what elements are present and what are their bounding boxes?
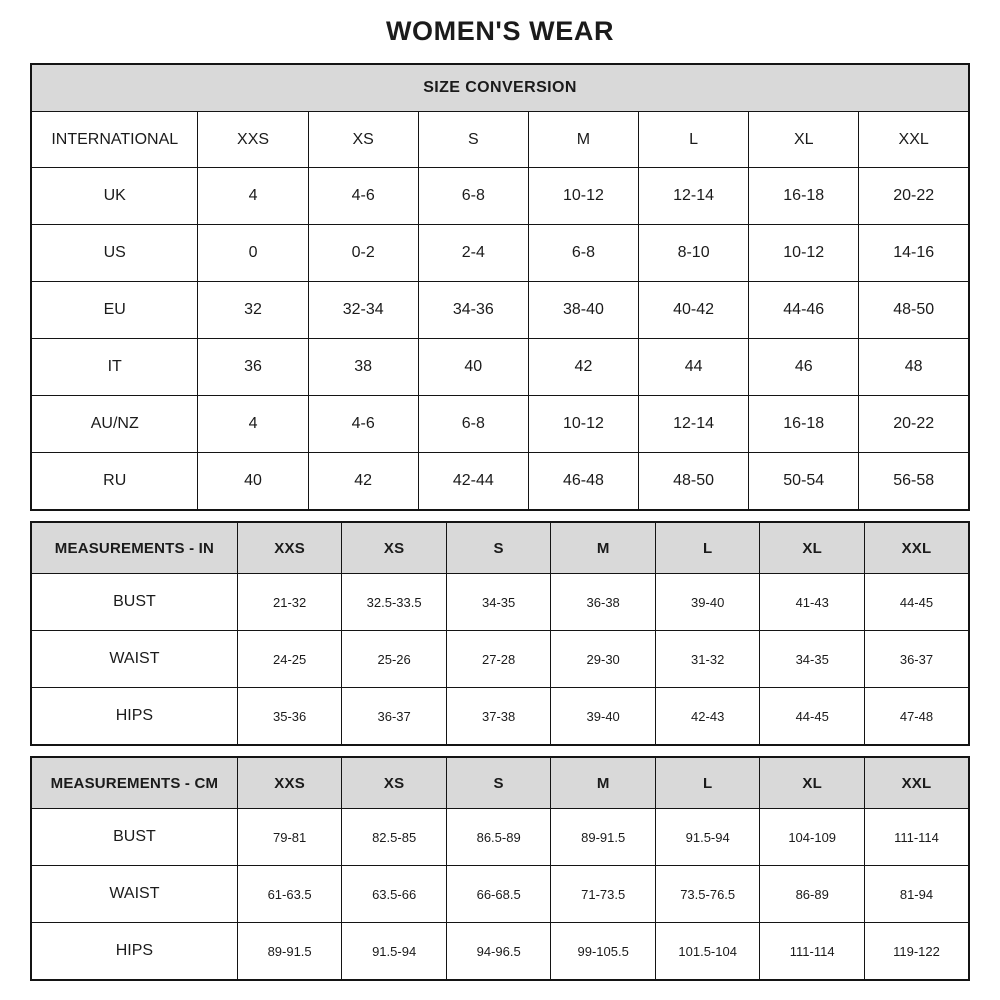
measurements-in-title: MEASUREMENTS - IN	[31, 522, 237, 574]
measurement-value-cell: 39-40	[655, 574, 760, 631]
size-value-cell: 38-40	[528, 282, 638, 339]
size-value-cell: 44-46	[749, 282, 859, 339]
measurement-value-cell: 89-91.5	[551, 809, 656, 866]
size-header-cell: L	[655, 757, 760, 809]
size-header-cell: L	[655, 522, 760, 574]
measurements-in-header-row	[31, 522, 969, 574]
size-header-cell: XXL	[864, 522, 969, 574]
size-system-header-cell: XXL	[859, 112, 969, 168]
size-value-cell: 12-14	[639, 396, 749, 453]
size-value-cell: 12-14	[639, 168, 749, 225]
region-label-cell: IT	[31, 339, 198, 396]
size-value-cell: 34-36	[418, 282, 528, 339]
measurement-value-cell: 73.5-76.5	[655, 866, 760, 923]
size-header-cell: XL	[760, 522, 865, 574]
measurement-value-cell: 66-68.5	[446, 866, 551, 923]
region-label-cell: AU/NZ	[31, 396, 198, 453]
measurement-value-cell: 86.5-89	[446, 809, 551, 866]
size-conversion-row	[31, 225, 969, 282]
measurement-value-cell: 104-109	[760, 809, 865, 866]
size-system-header-cell: L	[639, 112, 749, 168]
measurement-label-cell: BUST	[31, 574, 237, 631]
size-system-header-cell: INTERNATIONAL	[31, 112, 198, 168]
size-value-cell: 38	[308, 339, 418, 396]
measurement-value-cell: 81-94	[864, 866, 969, 923]
size-value-cell: 48	[859, 339, 969, 396]
measurement-label-cell: WAIST	[31, 866, 237, 923]
measurement-value-cell: 61-63.5	[237, 866, 342, 923]
size-value-cell: 20-22	[859, 396, 969, 453]
size-value-cell: 48-50	[639, 453, 749, 511]
size-value-cell: 20-22	[859, 168, 969, 225]
region-label-cell: RU	[31, 453, 198, 511]
size-value-cell: 4-6	[308, 168, 418, 225]
size-value-cell: 42-44	[418, 453, 528, 511]
measurement-value-cell: 29-30	[551, 631, 656, 688]
size-value-cell: 6-8	[418, 396, 528, 453]
size-value-cell: 48-50	[859, 282, 969, 339]
measurement-value-cell: 36-37	[342, 688, 447, 746]
size-header-cell: M	[551, 522, 656, 574]
size-value-cell: 4	[198, 396, 308, 453]
measurement-value-cell: 101.5-104	[655, 923, 760, 981]
measurement-value-cell: 119-122	[864, 923, 969, 981]
size-header-cell: S	[446, 757, 551, 809]
measurement-value-cell: 79-81	[237, 809, 342, 866]
size-value-cell: 32	[198, 282, 308, 339]
measurement-label-cell: WAIST	[31, 631, 237, 688]
measurement-value-cell: 27-28	[446, 631, 551, 688]
size-value-cell: 46	[749, 339, 859, 396]
measurement-value-cell: 44-45	[760, 688, 865, 746]
measurement-row	[31, 923, 969, 981]
size-system-header-cell: XS	[308, 112, 418, 168]
measurement-value-cell: 34-35	[446, 574, 551, 631]
size-header-cell: XXS	[237, 522, 342, 574]
size-value-cell: 40-42	[639, 282, 749, 339]
measurement-label-cell: HIPS	[31, 688, 237, 746]
size-value-cell: 8-10	[639, 225, 749, 282]
size-system-header-cell: XL	[749, 112, 859, 168]
size-conversion-table	[30, 63, 970, 511]
measurement-value-cell: 31-32	[655, 631, 760, 688]
measurement-value-cell: 82.5-85	[342, 809, 447, 866]
size-header-cell: S	[446, 522, 551, 574]
measurement-label-cell: BUST	[31, 809, 237, 866]
measurement-row	[31, 866, 969, 923]
measurement-value-cell: 111-114	[760, 923, 865, 981]
size-system-header-cell: S	[418, 112, 528, 168]
measurement-value-cell: 89-91.5	[237, 923, 342, 981]
measurement-value-cell: 25-26	[342, 631, 447, 688]
size-conversion-band-row	[31, 64, 969, 112]
size-conversion-row	[31, 453, 969, 511]
size-value-cell: 42	[528, 339, 638, 396]
size-header-cell: XL	[760, 757, 865, 809]
measurement-value-cell: 42-43	[655, 688, 760, 746]
measurement-row	[31, 631, 969, 688]
measurement-value-cell: 24-25	[237, 631, 342, 688]
measurement-value-cell: 35-36	[237, 688, 342, 746]
size-value-cell: 6-8	[528, 225, 638, 282]
size-system-header-cell: XXS	[198, 112, 308, 168]
size-value-cell: 0	[198, 225, 308, 282]
size-value-cell: 46-48	[528, 453, 638, 511]
measurement-row	[31, 809, 969, 866]
measurement-label-cell: HIPS	[31, 923, 237, 981]
size-header-cell: XS	[342, 757, 447, 809]
measurement-value-cell: 39-40	[551, 688, 656, 746]
region-label-cell: UK	[31, 168, 198, 225]
size-value-cell: 10-12	[528, 396, 638, 453]
measurement-value-cell: 36-37	[864, 631, 969, 688]
size-value-cell: 56-58	[859, 453, 969, 511]
size-value-cell: 6-8	[418, 168, 528, 225]
measurement-row	[31, 574, 969, 631]
size-value-cell: 40	[198, 453, 308, 511]
size-value-cell: 16-18	[749, 168, 859, 225]
page-title: WOMEN'S WEAR	[385, 16, 615, 46]
size-value-cell: 2-4	[418, 225, 528, 282]
measurement-value-cell: 32.5-33.5	[342, 574, 447, 631]
measurement-value-cell: 91.5-94	[342, 923, 447, 981]
measurement-value-cell: 41-43	[760, 574, 865, 631]
measurement-value-cell: 44-45	[864, 574, 969, 631]
size-conversion-row	[31, 168, 969, 225]
size-conversion-row	[31, 396, 969, 453]
size-value-cell: 50-54	[749, 453, 859, 511]
measurements-cm-table	[30, 756, 970, 981]
measurement-value-cell: 36-38	[551, 574, 656, 631]
size-value-cell: 10-12	[528, 168, 638, 225]
measurement-value-cell: 91.5-94	[655, 809, 760, 866]
size-header-cell: XXS	[237, 757, 342, 809]
size-value-cell: 4	[198, 168, 308, 225]
size-header-cell: M	[551, 757, 656, 809]
size-value-cell: 40	[418, 339, 528, 396]
size-conversion-row	[31, 282, 969, 339]
size-value-cell: 14-16	[859, 225, 969, 282]
size-value-cell: 36	[198, 339, 308, 396]
size-system-header-row	[31, 112, 969, 168]
measurements-cm-header-row	[31, 757, 969, 809]
size-value-cell: 16-18	[749, 396, 859, 453]
size-value-cell: 42	[308, 453, 418, 511]
measurements-in-table	[30, 521, 970, 746]
measurement-value-cell: 94-96.5	[446, 923, 551, 981]
region-label-cell: EU	[31, 282, 198, 339]
size-value-cell: 32-34	[308, 282, 418, 339]
size-header-cell: XS	[342, 522, 447, 574]
size-conversion-title: SIZE CONVERSION	[31, 64, 969, 112]
measurement-value-cell: 63.5-66	[342, 866, 447, 923]
size-value-cell: 4-6	[308, 396, 418, 453]
region-label-cell: US	[31, 225, 198, 282]
measurement-value-cell: 37-38	[446, 688, 551, 746]
measurement-value-cell: 21-32	[237, 574, 342, 631]
measurement-value-cell: 47-48	[864, 688, 969, 746]
measurement-row	[31, 688, 969, 746]
size-header-cell: XXL	[864, 757, 969, 809]
measurements-cm-title: MEASUREMENTS - CM	[31, 757, 237, 809]
measurement-value-cell: 71-73.5	[551, 866, 656, 923]
size-system-header-cell: M	[528, 112, 638, 168]
measurement-value-cell: 99-105.5	[551, 923, 656, 981]
size-value-cell: 0-2	[308, 225, 418, 282]
size-value-cell: 44	[639, 339, 749, 396]
measurement-value-cell: 86-89	[760, 866, 865, 923]
measurement-value-cell: 34-35	[760, 631, 865, 688]
measurement-value-cell: 111-114	[864, 809, 969, 866]
size-value-cell: 10-12	[749, 225, 859, 282]
size-conversion-row	[31, 339, 969, 396]
